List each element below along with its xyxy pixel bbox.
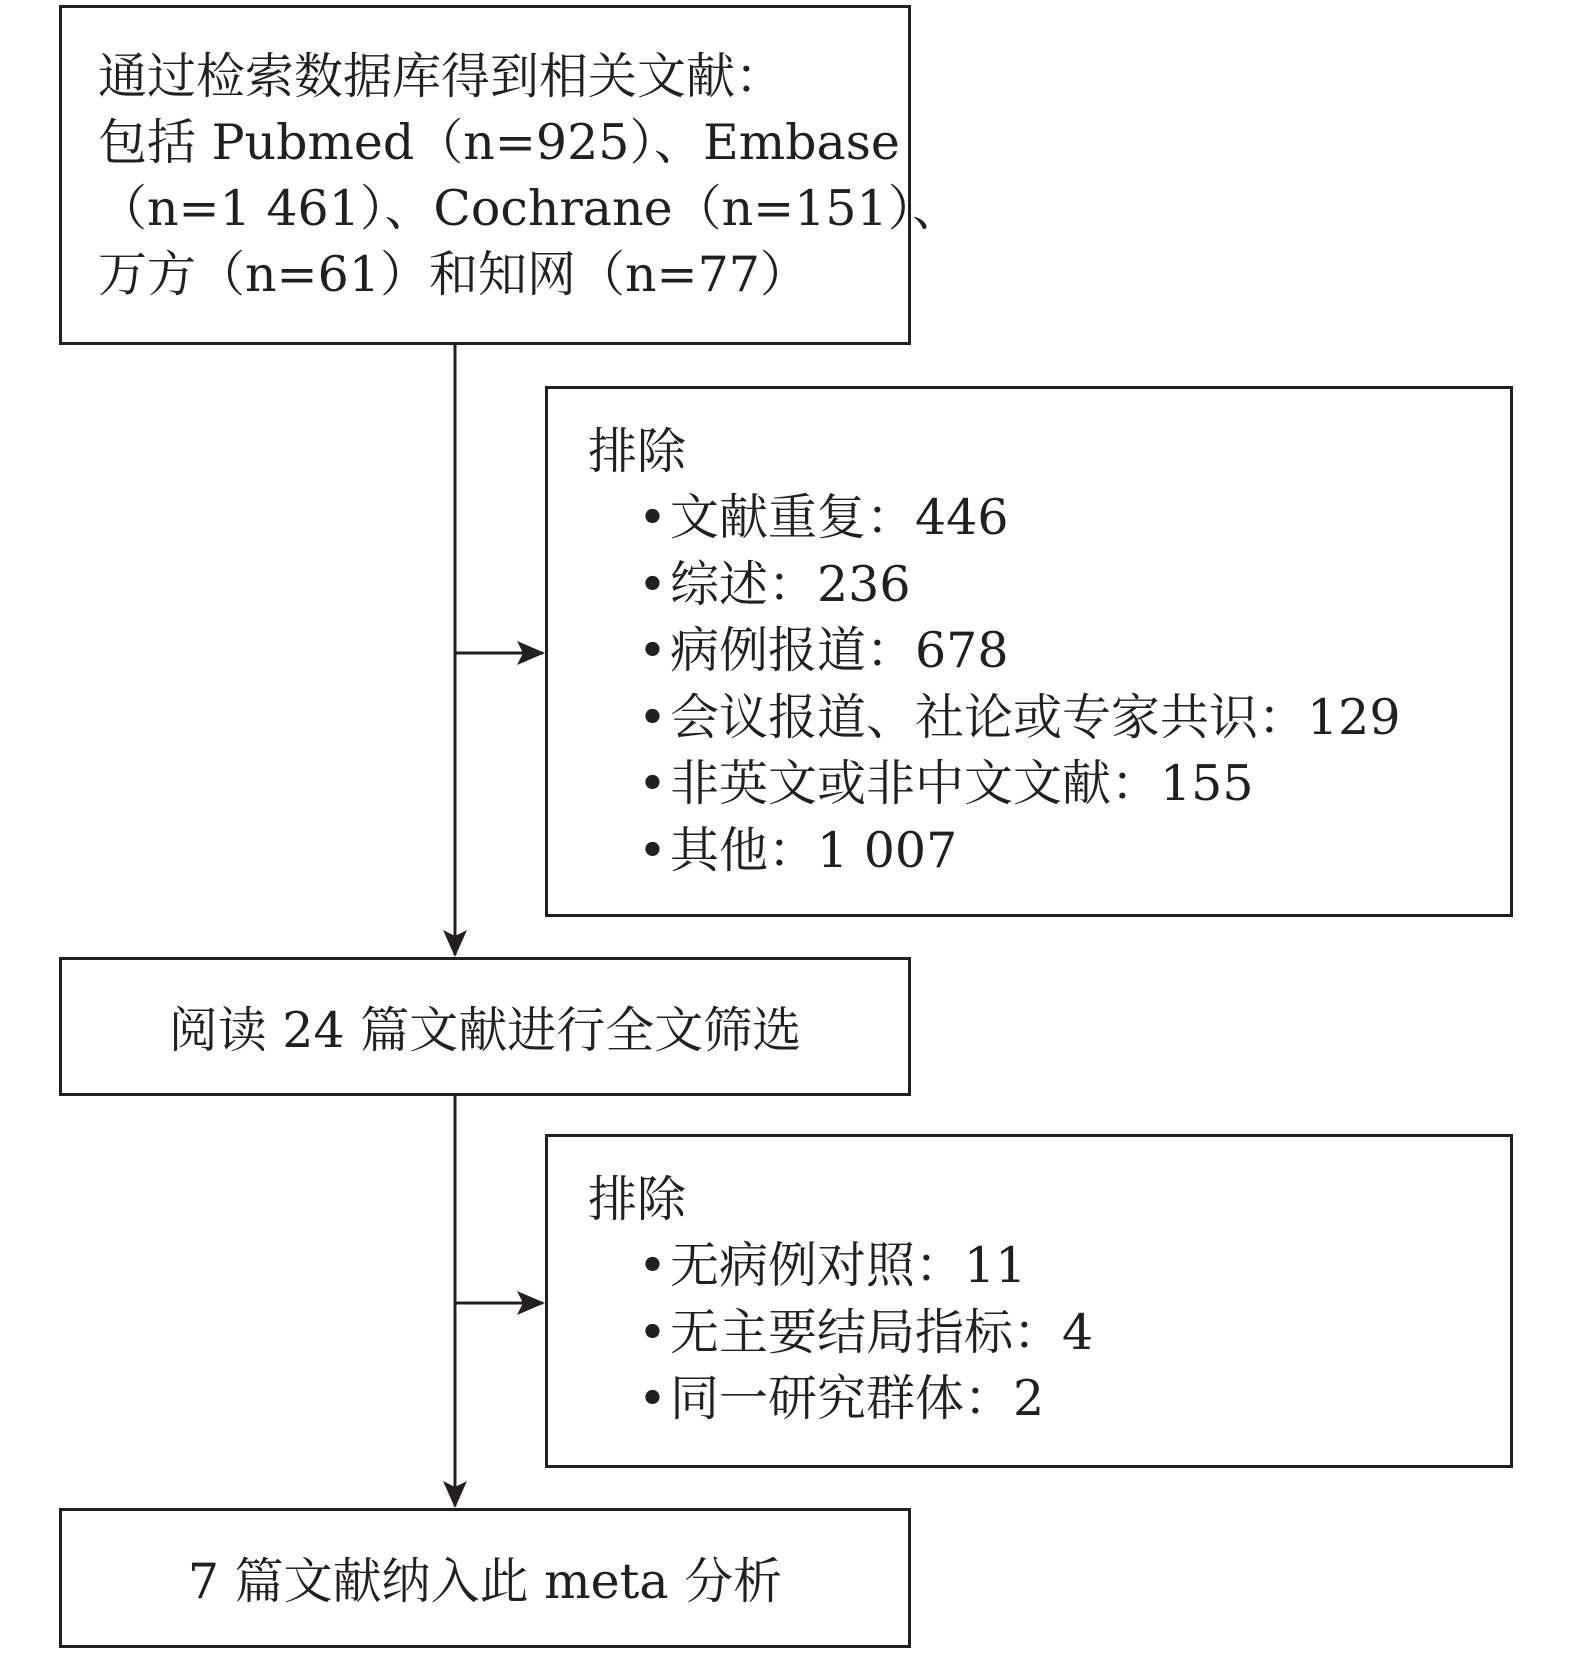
exclusion-list [588, 485, 1490, 884]
exclusion-box-2 [545, 1134, 1513, 1468]
exclusion-item: • 无主要结局指标：4 [638, 1300, 1490, 1367]
exclusion-item: • 同一研究群体：2 [638, 1366, 1490, 1433]
search-line: （n=1 461）、Cochrane（n=151）、 [98, 180, 962, 237]
exclusion-title: 排除 [588, 1171, 687, 1228]
exclusion-item: • 文献重复：446 [638, 485, 1490, 552]
exclusion-item: • 无病例对照：11 [638, 1233, 1490, 1300]
exclusion-box-1 [545, 386, 1513, 917]
final-label: 7 篇文献纳入此 meta 分析 [187, 1553, 783, 1610]
exclusion-list [588, 1233, 1490, 1433]
search-line: 万方（n=61）和知网（n=77） [98, 246, 809, 303]
search-line: 通过检索数据库得到相关文献： [98, 48, 785, 105]
fulltext-label: 阅读 24 篇文献进行全文筛选 [168, 1001, 802, 1059]
exclusion-item: • 非英文或非中文文献：155 [638, 751, 1490, 818]
search-results-box [59, 5, 962, 345]
exclusion-item: • 综述：236 [638, 552, 1490, 619]
exclusion-item: • 会议报道、社论或专家共识：129 [638, 685, 1490, 752]
exclusion-title: 排除 [588, 423, 687, 480]
search-line: 包括 Pubmed（n=925）、Embase [98, 114, 900, 171]
included-studies-box [59, 1508, 911, 1648]
exclusion-item: • 其他：1 007 [638, 818, 1490, 885]
fulltext-screening-box [59, 957, 911, 1096]
exclusion-item: • 病例报道：678 [638, 618, 1490, 685]
